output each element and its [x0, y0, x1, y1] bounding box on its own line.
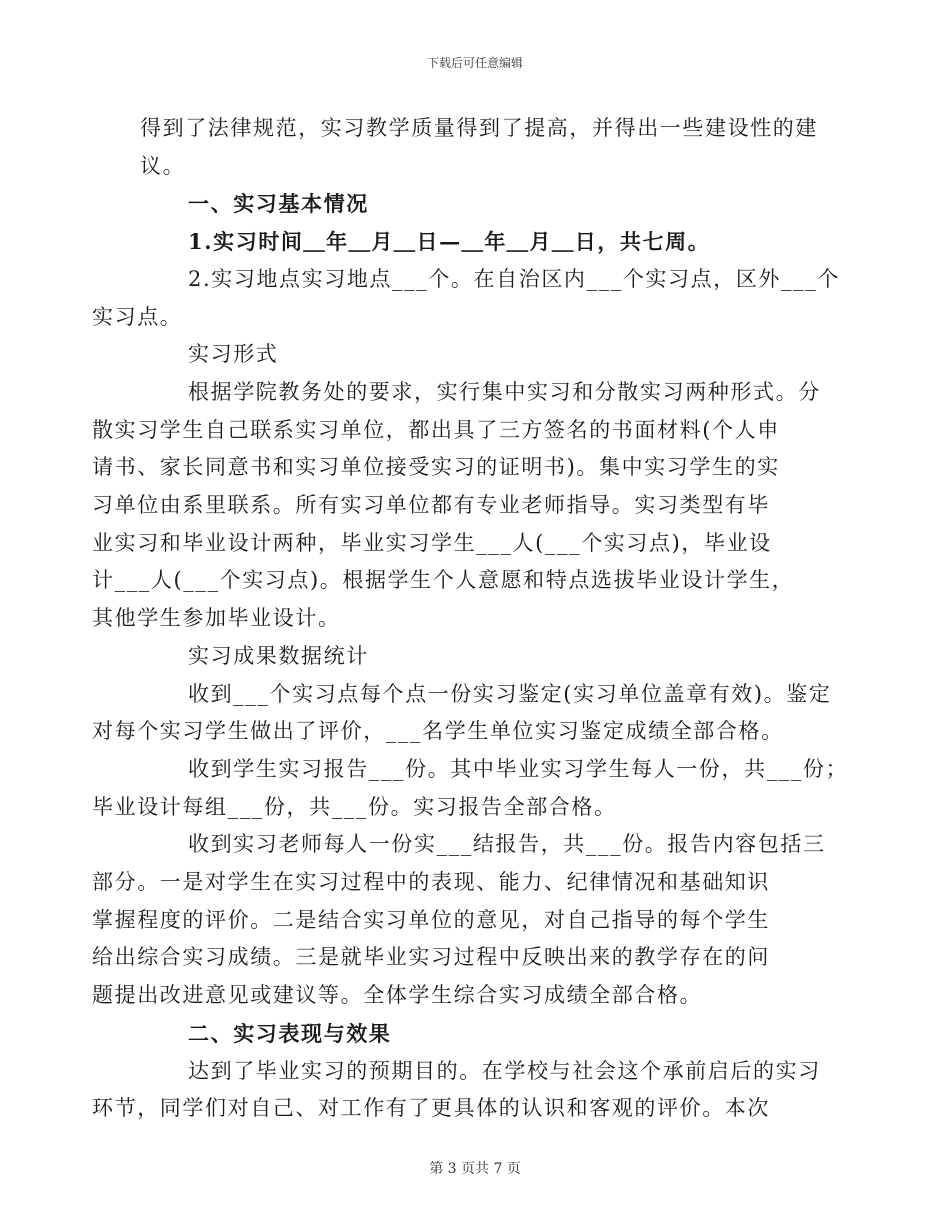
text-line: 部分。一是对学生在实习过程中的表现、能力、纪律情况和基础知识: [92, 870, 770, 895]
page-footer: 第 3 页共 7 页: [429, 1161, 521, 1177]
text-line: 给出综合实习成绩。三是就毕业实习过程中反映出来的教学存在的问: [92, 945, 770, 970]
document-body: [92, 110, 849, 1128]
teacher-summary-paragraph: [92, 826, 826, 1015]
text-line: 根据学院教务处的要求，实行集中实习和分散实习两种形式。分: [188, 379, 821, 404]
text-line: 计___人(___个实习点)。根据学生个人意愿和特点选拔毕业设计学生，: [92, 568, 795, 593]
text-line: 2.实习地点实习地点___个。在自治区内___个实习点，区外___个: [188, 266, 840, 291]
subheading-internship-form: [140, 336, 812, 374]
heading-text: 一、实习基本情况: [188, 191, 369, 217]
heading-text: 二、实习表现与效果: [188, 1020, 392, 1046]
section-heading-performance: [140, 1015, 812, 1053]
subheading-text: 实习形式: [188, 342, 279, 367]
page-header: 下载后可任意编辑: [426, 56, 523, 70]
internship-location-paragraph: [92, 261, 840, 336]
text-line: 其他学生参加毕业设计。: [92, 606, 341, 631]
text-line: 散实习学生自己联系实习单位，都出具了三方签名的书面材料(个人申: [92, 417, 780, 442]
text-line: 题提出改进意见或建议等。全体学生综合实习成绩全部合格。: [92, 983, 703, 1008]
text-line: 毕业设计每组___份，共___份。实习报告全部合格。: [92, 794, 617, 819]
text-line: 业实习和毕业设计两种，毕业实习学生___人(___个实习点)，毕业设: [92, 530, 772, 555]
text-line: 请书、家长同意书和实习单位接受实习的证明书)。集中实习学生的实: [92, 455, 780, 480]
text-line: 达到了毕业实习的预期目的。在学校与社会这个承前启后的实习: [188, 1058, 821, 1083]
report-paragraph: [92, 751, 849, 826]
text-line: 收到实习老师每人一份实___结报告，共___份。报告内容包括三: [188, 832, 826, 857]
text-line: 对每个实习学生做出了评价，___名学生单位实习鉴定成绩全部合格。: [92, 719, 784, 744]
text-line: 习单位由系里联系。所有实习单位都有专业老师指导。实习类型有毕: [92, 493, 770, 518]
subheading-text: 实习成果数据统计: [188, 643, 369, 668]
performance-paragraph: [92, 1053, 821, 1128]
section-heading-basic-info: [140, 185, 812, 223]
text-line: 收到学生实习报告___份。其中毕业实习学生每人一份，共___份；: [188, 756, 849, 781]
text-line: 收到___个实习点每个点一份实习鉴定(实习单位盖章有效)。鉴定: [188, 681, 832, 706]
internship-form-paragraph: [92, 374, 821, 638]
subheading-statistics: [140, 638, 812, 676]
text-line: 议。: [140, 153, 186, 178]
text-line: 掌握程度的评价。二是结合实习单位的意见，对自己指导的每个学生: [92, 907, 770, 932]
text-line: 1.实习时间＿年＿月＿日—＿年＿月＿日，共七周。: [188, 229, 711, 255]
internship-time-line: [140, 223, 812, 261]
paragraph-continued: [140, 110, 818, 185]
text-line: 实习点。: [92, 304, 183, 329]
appraisal-paragraph: [92, 676, 832, 751]
text-line: 环节，同学们对自己、对工作有了更具体的认识和客观的评价。本次: [92, 1096, 770, 1121]
text-line: 得到了法律规范，实习教学质量得到了提高，并得出一些建设性的建: [140, 116, 818, 140]
